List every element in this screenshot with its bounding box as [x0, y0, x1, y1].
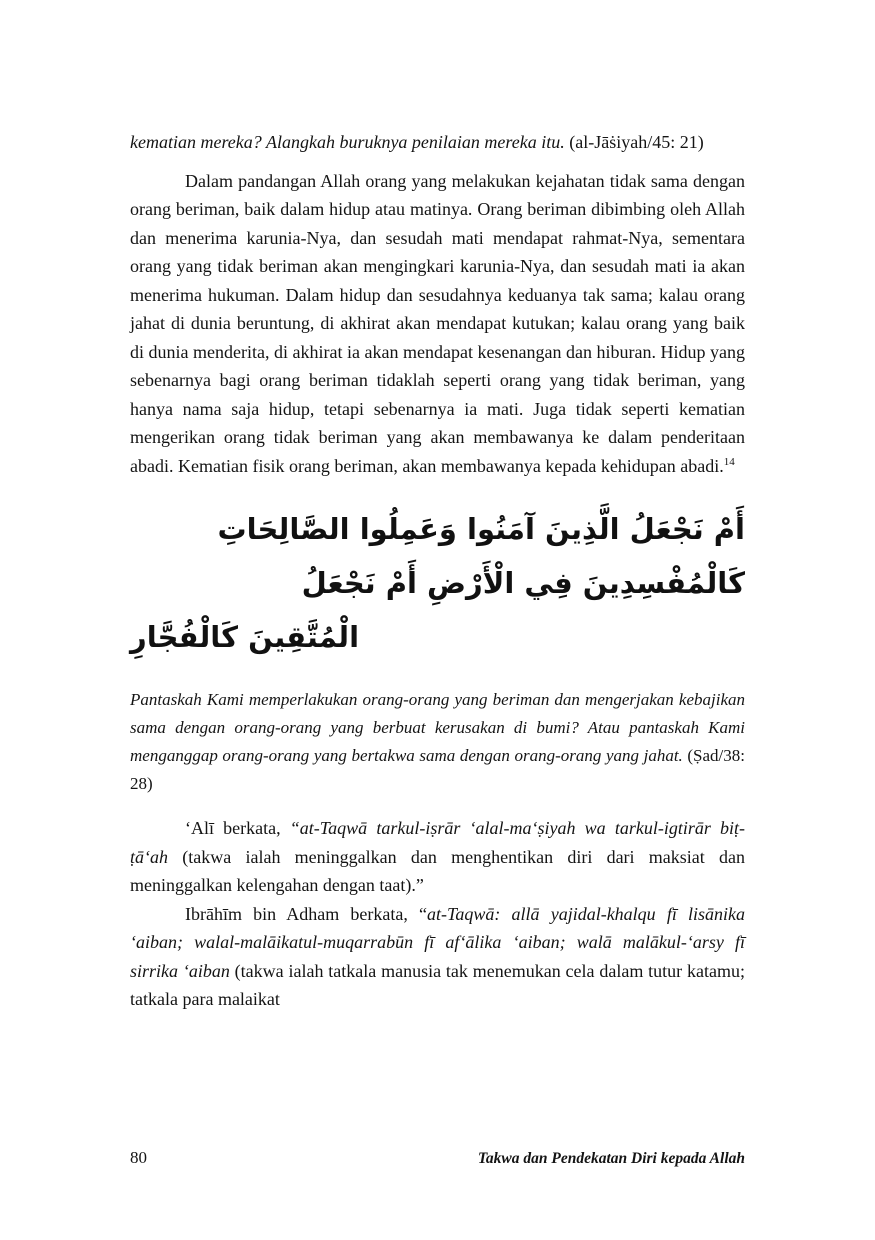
quote-italic-text: kematian mereka? Alangkah buruknya penilaian mereka itu.	[130, 132, 570, 152]
ali-transliteration: “at-Taqwā tarkul-iṣrār ‘alal-ma‘ṣiyah wa tarkul-igtirār biṭ-ṭā‘ah	[130, 818, 745, 867]
quote-reference: (al-Jāṡiyah/45: 21)	[569, 132, 704, 152]
arabic-verse-line2: الْمُتَّقِينَ كَالْفُجَّارِ	[130, 620, 360, 654]
ali-explanation: (takwa ialah meninggalkan dan menghentikan diri dari maksiat dan meninggalkan kelengahan dengan taat).”	[130, 846, 746, 895]
ali-lead-text: ‘Alī berkata,	[185, 818, 290, 838]
ibrahim-lead-text: Ibrāhīm bin Adham berkata, “	[185, 903, 428, 924]
ibrahim-transliteration: at-Taqwā: allā yajidal-khalqu fī lisānika ‘aiban; walal-malāikatul-muqarrabūn fī af‘ālika ‘aiban; walā malākul-‘arsy fī sirrika ‘aiban	[130, 903, 745, 981]
footnote-marker: 14	[723, 455, 735, 468]
ibrahim-quote-paragraph	[130, 900, 745, 1014]
main-paragraph-text: Dalam pandangan Allah orang yang melakukan kejahatan tidak sama dengan orang beriman, baik dalam hidup atau matinya. Orang beriman dibimbing oleh Allah dan menerima karunia-Nya, dan sesudah mati mendapat rahmat-Nya, sementara orang yang tidak beriman akan mengingkari karunia-Nya, dan sesudah mati ia akan menerima hukuman. Dalam hidup dan sesudahnya keduanya tak sama; kalau orang jahat di dunia beruntung, di akhirat akan mendapat kutukan; kalau orang yang baik di dunia menderita, di akhirat ia akan mendapat kesenangan dan hiburan. Hidup yang sebenarnya bagi orang beriman tidaklah seperti orang yang tidak beriman, yang hanya nama saja hidup, tetapi sebenarnya ia mati. Juga tidak seperti kematian mengerikan orang tidak beriman yang akan membawanya ke dalam penderitaan abadi. Kematian fisik orang beriman, akan membawanya kepada kehidupan abadi.	[130, 170, 745, 476]
translation-reference: (Ṣad/38: 28)	[130, 746, 745, 793]
quran-quote-continuation	[130, 128, 745, 157]
arabic-verse-line1: أَمْ نَجْعَلُ الَّذِينَ آمَنُوا وَعَمِلُوا الصَّالِحَاتِ كَالْمُفْسِدِينَ فِي الْأَرْضِ أَمْ نَجْعَلُ	[217, 512, 745, 600]
translation-italic-text: Pantaskah Kami memperlakukan orang-orang yang beriman dan mengerjakan kebajikan sama dengan orang-orang yang berbuat kerusakan di bumi? Atau pantaskah Kami menganggap orang-orang yang bertakwa sama dengan orang-orang yang jahat.	[130, 690, 745, 765]
page-footer	[130, 1148, 745, 1168]
verse-translation	[130, 686, 745, 798]
ali-quote-paragraph	[130, 814, 745, 900]
running-title: Takwa dan Pendekatan Diri kepada Allah	[477, 1150, 745, 1167]
ibrahim-explanation: (takwa ialah tatkala manusia tak menemukan cela dalam tutur katamu; tatkala para malaikat	[130, 960, 745, 1009]
main-paragraph	[130, 167, 745, 481]
page-number: 80	[130, 1148, 147, 1167]
arabic-verse	[130, 502, 745, 664]
